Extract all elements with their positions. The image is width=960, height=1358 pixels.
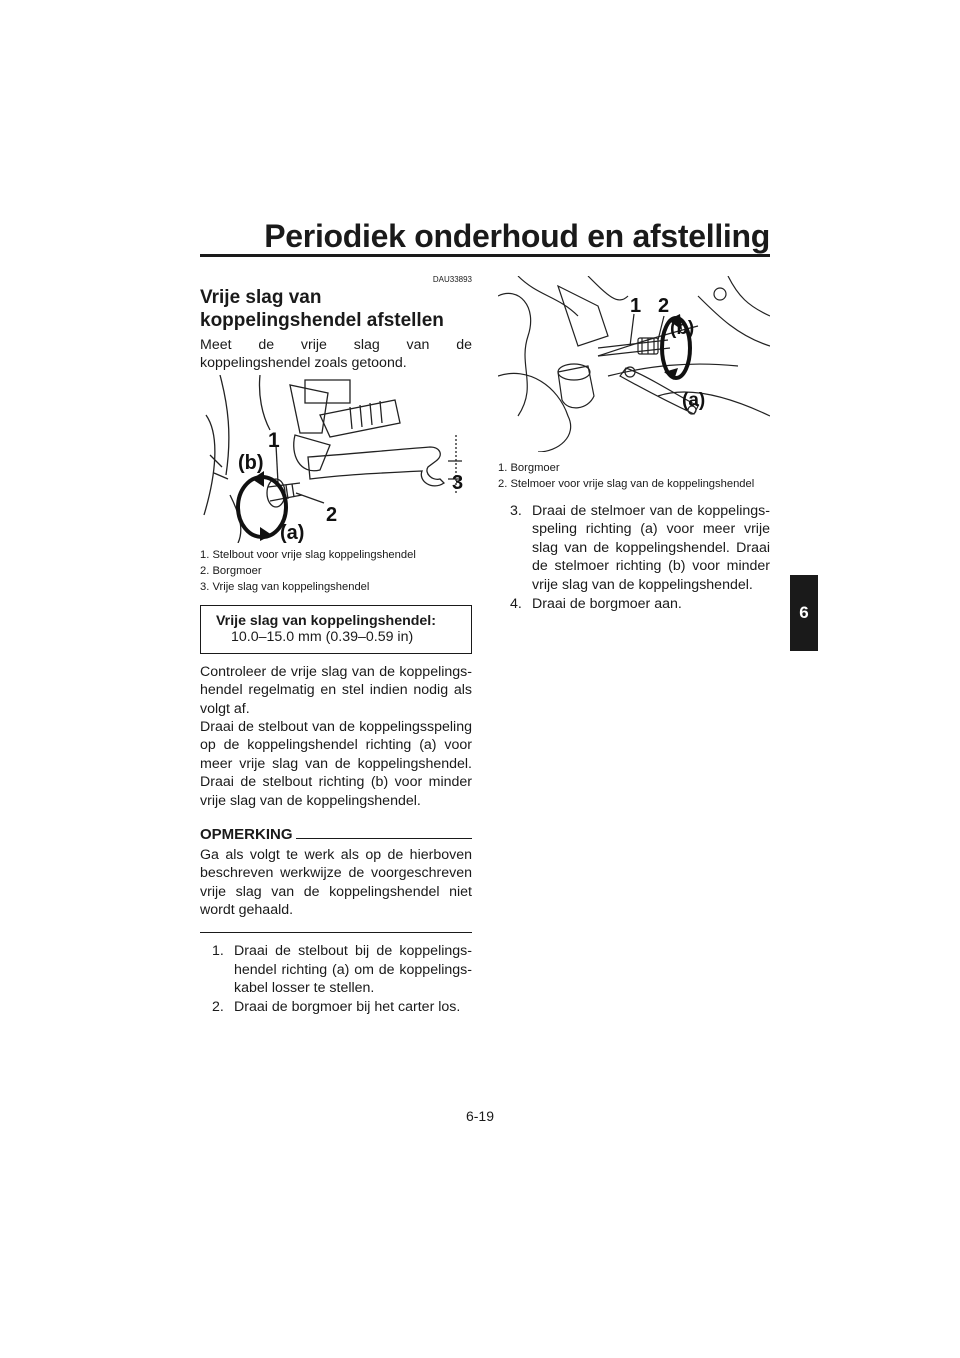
note-label: OPMERKING (200, 826, 293, 844)
chapter-tab: 6 (790, 575, 818, 651)
document-code: DAU33893 (432, 275, 472, 284)
figure-label-a: (a) (682, 390, 706, 411)
figure-label-2: 2 (326, 503, 338, 526)
caption-item: 1. Borgmoer (498, 462, 560, 474)
clutch-lever-illustration (200, 375, 472, 543)
figure-label-b: (b) (238, 451, 264, 474)
caption-item: 2. Borgmoer (200, 564, 262, 577)
caption-item: 2. Stelmoer voor vrije slag van de koppelingshendel (498, 478, 755, 490)
step-item (498, 595, 770, 613)
caption-item: 1. Stelbout voor vrije slag koppelingshendel (200, 548, 416, 561)
figure-captions (200, 547, 472, 595)
step-number: 2. (212, 999, 224, 1016)
figure-captions (498, 460, 770, 492)
figure-label-1: 1 (630, 295, 642, 317)
note-end-rule (200, 932, 472, 934)
step-text: Draai de borgmoer bij het carter los. (234, 999, 461, 1016)
step-text: Draai de stelbout bij de koppelingshendel richting (a) om de koppelingskabel losser te stellen. (234, 943, 472, 996)
step-item (498, 502, 770, 594)
right-column (498, 270, 770, 614)
step-text: Draai de stelmoer van de koppelingsspeling richting (a) voor meer vrije slag van de koppelingshendel. Draai de stelmoer richting (b) voor minder vrije slag van de koppelingshendel. (532, 503, 770, 593)
figure-label-2: 2 (658, 295, 670, 317)
step-number: 4. (510, 596, 522, 613)
note-rule (296, 838, 472, 840)
step-text: Draai de borgmoer aan. (532, 596, 682, 613)
figure-label-b: (b) (670, 318, 695, 339)
note-text: Ga als volgt te werk als op de hierboven beschreven werkwijze de voorgeschreven vrije slag van de koppelingshendel niet wordt gehaald. (200, 847, 472, 919)
spec-value: 10.0–15.0 mm (0.39–0.59 in) (231, 628, 414, 645)
body-paragraph: Draai de stelbout van de koppelingsspeling op de koppelingshendel richting (a) voor meer vrije slag van de koppelingshendel. Draai de stelbout richting (b) voor minder vrije slag van de koppelingshendel. (200, 719, 472, 809)
spec-box (200, 605, 472, 654)
header-rule (200, 254, 770, 257)
intro-paragraph: Meet de vrije slag van de koppelingshendel zoals getoond. (200, 337, 472, 372)
step-number: 1. (212, 943, 224, 960)
figure-label-a: (a) (280, 521, 305, 543)
page-header-title: Periodiek onderhoud en afstelling (264, 218, 770, 254)
step-item (200, 998, 472, 1016)
step-number: 3. (510, 503, 522, 519)
body-paragraph: Controleer de vrije slag van de koppelingshendel regelmatig en stel indien nodig als volgt af. (200, 663, 472, 717)
clutch-lever-figure (200, 375, 472, 595)
page-number: 6-19 (465, 1108, 495, 1124)
spec-label: Vrije slag van koppelingshendel: (216, 612, 436, 629)
figure-label-1: 1 (268, 428, 280, 452)
steps-list (498, 502, 770, 613)
locknut-figure (498, 276, 770, 492)
caption-item: 3. Vrije slag van koppelingshendel (200, 580, 370, 593)
locknut-illustration (498, 276, 770, 452)
left-column (200, 270, 472, 1018)
steps-list (200, 942, 472, 1017)
step-item (200, 942, 472, 997)
section-title: Vrije slag van koppelingshendel afstellen (200, 287, 444, 331)
figure-label-3: 3 (452, 471, 464, 494)
note-heading (200, 826, 472, 843)
